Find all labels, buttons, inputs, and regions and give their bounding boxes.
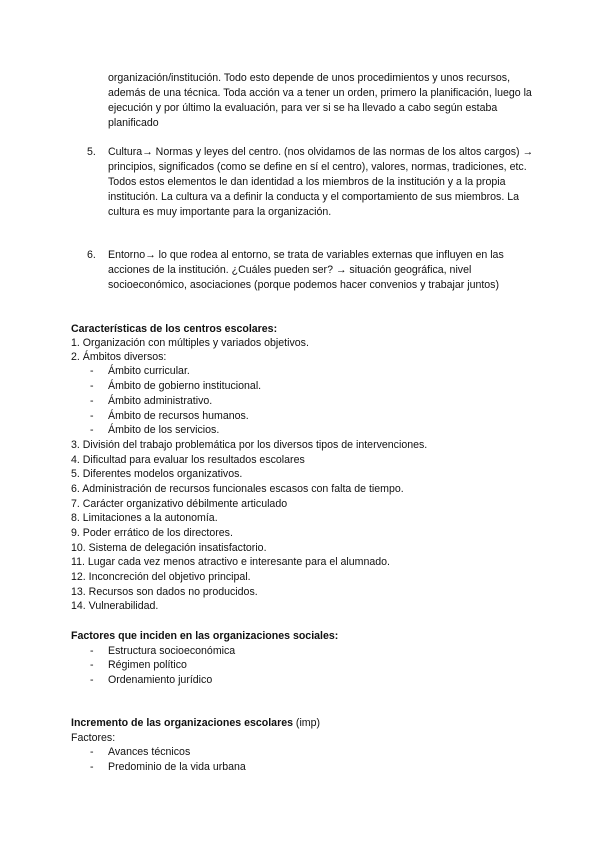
factor-text: Ordenamiento jurídico [108,674,213,686]
item-number: 5. [87,146,96,158]
item-number: 6. [87,249,96,261]
ambito-text: Ámbito curricular. [108,365,190,377]
caracteristicas-heading: Características de los centros escolares: [71,323,278,335]
bullet-dash: - [90,410,94,422]
caracteristica-5: 5. Diferentes modelos organizativos. [71,468,243,480]
factor-text: Estructura socioeconómica [108,645,236,657]
bullet-dash: - [90,380,94,392]
item-text: Cultura→ Normas y leyes del centro. (nos olvidamos de las normas de los altos cargos) → principios, significados (como se define en sí el centro), valores, normas, tradiciones, etc. Todos estos elementos le dan identidad a los miembros de la institución y a la propia institución. La cultura va a definir la conducta y el comportamiento de sus miembros. La cultura es muy importante para la organización. [108,146,534,218]
caracteristica-3: 3. División del trabajo problemática por los diversos tipos de intervenciones. [71,439,428,451]
factores-label: Factores: [71,732,116,744]
factor-text: Avances técnicos [108,746,191,758]
caracteristica-2: 2. Ámbitos diversos: [71,351,167,363]
caracteristica-8: 8. Limitaciones a la autonomía. [71,512,218,524]
ambito-text: Ámbito de gobierno institucional. [108,380,262,392]
caracteristica-9: 9. Poder errático de los directores. [71,527,233,539]
bullet-dash: - [90,424,94,436]
bullet-dash: - [90,659,94,671]
incremento-heading-suffix: (imp) [292,717,321,729]
caracteristica-7: 7. Carácter organizativo débilmente articulado [71,498,288,510]
factor-text: Régimen político [108,659,187,671]
bullet-dash: - [90,674,94,686]
caracteristica-13: 13. Recursos son dados no producidos. [71,586,258,598]
bullet-dash: - [90,761,94,773]
factor-text: Predominio de la vida urbana [108,761,246,773]
ambito-text: Ámbito de recursos humanos. [108,410,249,422]
caracteristica-6: 6. Administración de recursos funcionales escasos con falta de tiempo. [71,483,404,495]
bullet-dash: - [90,746,94,758]
incremento-heading [71,716,320,731]
factores-sociales-heading: Factores que inciden en las organizaciones sociales: [71,630,339,642]
ambito-text: Ámbito administrativo. [108,395,213,407]
bullet-dash: - [90,645,94,657]
caracteristica-14: 14. Vulnerabilidad. [71,600,159,612]
bullet-dash: - [90,395,94,407]
caracteristica-10: 10. Sistema de delegación insatisfactorio. [71,542,267,554]
item-text: Entorno→ lo que rodea al entorno, se trata de variables externas que influyen en las acciones de la institución. ¿Cuáles pueden ser? → situación geográfica, nivel socioeconómico, asociaciones (porque podemos hacer convenios y trabajar juntos) [108,249,504,291]
caracteristica-1: 1. Organización con múltiples y variados objetivos. [71,337,309,349]
bullet-dash: - [90,365,94,377]
caracteristica-4: 4. Dificultad para evaluar los resultados escolares [71,454,305,466]
incremento-heading-bold: Incremento de las organizaciones escolares [71,717,293,729]
caracteristica-11: 11. Lugar cada vez menos atractivo e interesante para el alumnado. [71,556,390,568]
ambito-text: Ámbito de los servicios. [108,424,220,436]
intro-continuation: organización/institución. Todo esto depende de unos procedimientos y unos recursos, además de una técnica. Toda acción va a tener un orden, primero la planificación, luego la ejecución y por último la evaluación, para ver si se ha llevado a cabo según estaba planificado [108,72,532,129]
caracteristica-12: 12. Inconcreción del objetivo principal. [71,571,251,583]
